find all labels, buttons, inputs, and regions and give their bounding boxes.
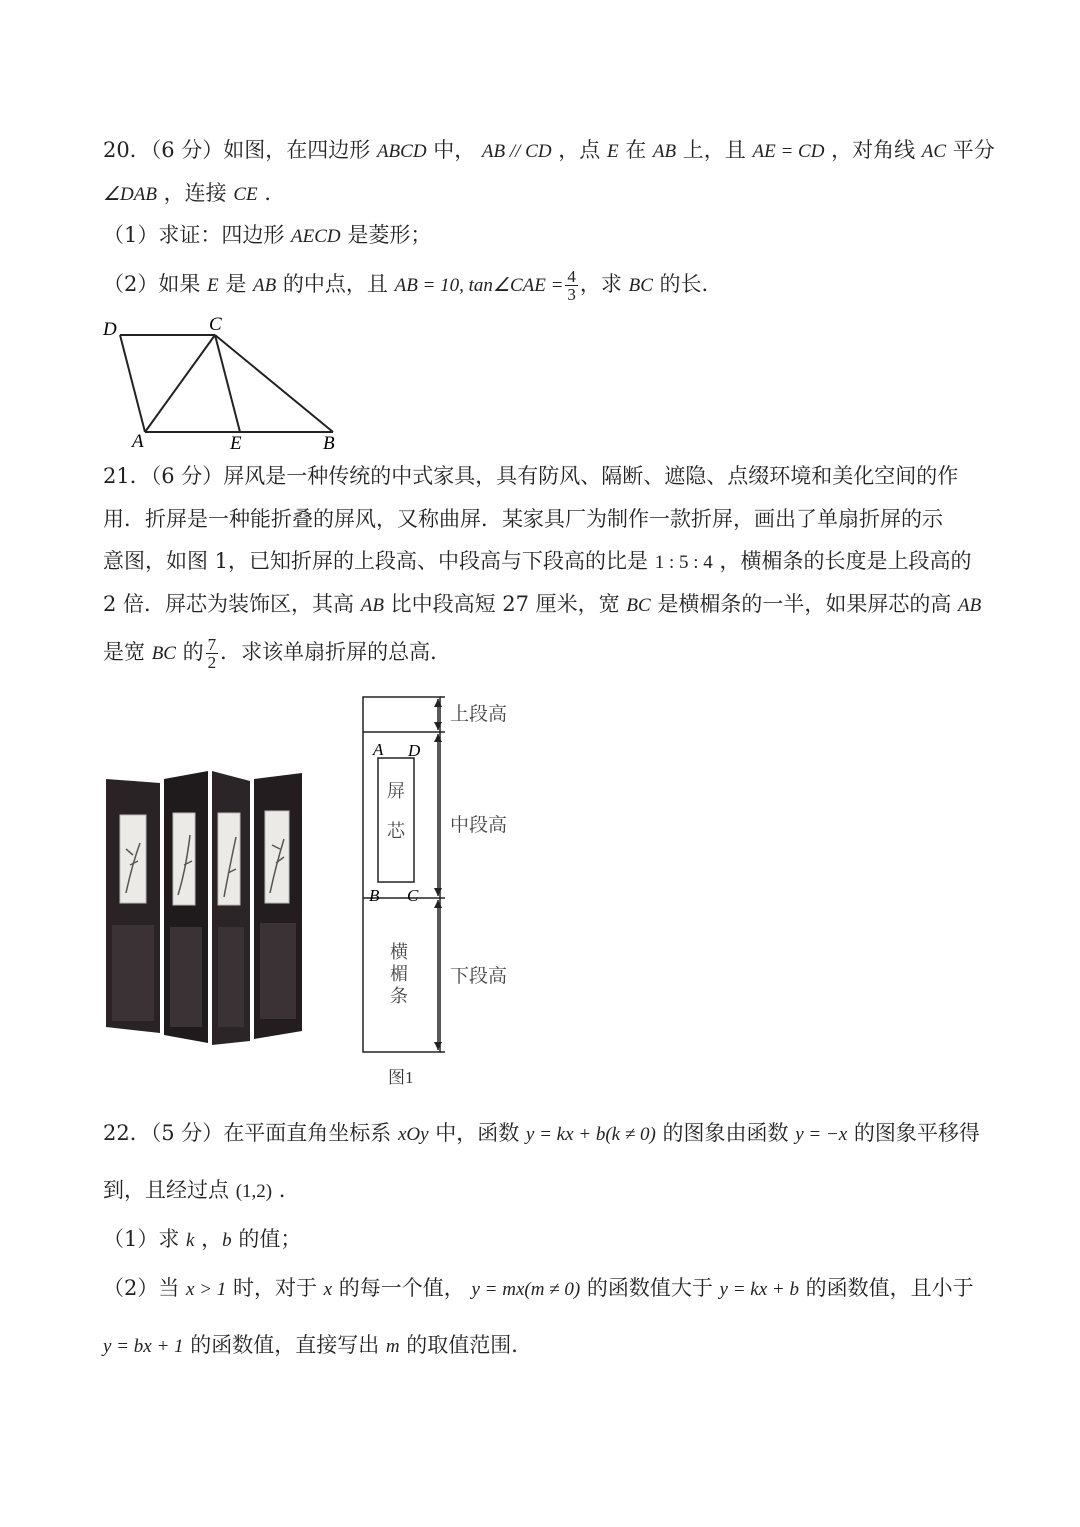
math: AE = CD [752,141,825,162]
math: AB = 10, tan∠CAE = [394,275,564,296]
math: k [186,1230,195,1251]
text: . [272,1178,286,1202]
q21-line-5 [103,636,451,671]
point-D-label: D [408,741,421,760]
figure-caption: 图1 [388,1068,414,1087]
math: y = −x [795,1124,848,1145]
math: ∠DAB [103,184,157,205]
text: ， [194,1227,223,1251]
text: ，对角线 [824,138,922,162]
math: m [385,1336,400,1357]
q22-line-1 [103,1119,980,1149]
math: AB // CD [481,141,552,162]
bar-label-2: 楣 [390,964,408,984]
point-D-label: D [103,319,117,340]
text: 平分 [946,138,995,162]
point-C-label: C [209,314,222,335]
bar-label-3: 条 [390,986,408,1006]
text: 的长. [652,272,709,296]
q21-line-3 [103,547,971,577]
q20-part-1 [103,221,431,251]
text: 的函数值大于 [580,1276,720,1300]
q22-line-2 [103,1176,285,1206]
math: y = kx + b(k ≠ 0) [525,1124,656,1145]
text: . [257,181,271,205]
text: 2 倍．屏芯为装饰区，其高 [103,592,361,616]
core-label-2: 芯 [387,821,405,841]
math: CE [233,184,258,205]
text: 用．折屏是一种能折叠的屏风，又称曲屏．某家具厂为制作一款折屏，画出了单扇折屏的示 [103,507,943,531]
numerator: 7 [207,635,217,654]
denominator: 2 [207,653,217,672]
text: 的取值范围． [399,1333,533,1357]
math: BC [151,643,176,664]
math: b [222,1230,232,1251]
text: 的中点，且 [276,272,395,296]
core-label-1: 屏 [387,781,405,801]
text: 到，且经过点 [103,1178,236,1202]
text: 是 [218,272,254,296]
q22-line-5 [103,1331,532,1361]
text: 的 [175,640,204,664]
q22-part-2 [103,1274,974,1304]
math: y = mx(m ≠ 0) [471,1279,581,1300]
middle-section-label: 中段高 [450,815,508,836]
text: 的值； [231,1227,302,1251]
text: 上，且 [676,138,753,162]
text: 的函数值，且小于 [799,1276,974,1300]
text: ，横楣条的长度是上段高的 [712,549,972,573]
numerator: 4 [567,267,576,286]
math: y = bx + 1 [103,1336,184,1357]
text: 的函数值，直接写出 [183,1333,386,1357]
screen-schematic-figure [350,690,550,1090]
q20-quadrilateral-figure [95,310,355,455]
math: y = kx + b [719,1279,799,1300]
text: 在 [618,138,653,162]
q20-line-1 [103,136,995,166]
math: AB [958,595,982,616]
fraction [565,268,578,303]
text: ，连接 [156,181,234,205]
q20-part-2 [103,268,708,303]
text: （2）如果 [103,272,208,296]
text: 的每一个值， [332,1276,472,1300]
text: 中，函数 [428,1121,526,1145]
text: ，点 [551,138,607,162]
q21-line-2 [103,505,943,533]
text: 是横楣条的一半，如果屏芯的高 [650,592,959,616]
text: 22．（5 分）在平面直角坐标系 [103,1121,398,1145]
top-section-label: 上段高 [450,704,508,725]
text: 是宽 [103,640,152,664]
point-C-label: C [407,886,419,905]
text: 是菱形； [340,223,432,247]
q21-line-4 [103,590,981,620]
text: （1）求 [103,1227,187,1251]
math: x > 1 [186,1279,227,1300]
text: 的图象平移得 [847,1121,980,1145]
denominator: 3 [567,285,576,304]
math: xOy [397,1124,429,1145]
q20-line-2 [103,179,271,209]
point-A-label: A [132,431,144,452]
text: ．求该单扇折屏的总高． [220,640,452,664]
math: AC [921,141,947,162]
point: (1,2) [235,1181,273,1202]
point-A-label: A [373,740,384,759]
bar-label-1: 横 [390,942,408,962]
math: BC [626,595,651,616]
text: 21．（6 分）屏风是一种传统的中式家具，具有防风、隔断、遮隐、点缀环境和美化空间的作 [103,464,959,488]
text: （2）当 [103,1276,187,1300]
q22-part-1 [103,1225,301,1255]
math: AB [360,595,384,616]
bottom-section-label: 下段高 [450,966,508,987]
math: ABCD [376,141,427,162]
math: AB [253,275,277,296]
folding-screen-photo [100,765,310,1050]
math: BC [628,275,653,296]
text: 的图象由函数 [655,1121,796,1145]
math: AECD [291,226,341,247]
point-B-label: B [323,433,335,454]
math: AB [652,141,677,162]
ratio: 1 : 5 : 4 [654,552,713,573]
text: 意图，如图 1，已知折屏的上段高、中段高与下段高的比是 [103,549,655,573]
fraction [206,636,219,671]
text: 比中段高短 27 厘米，宽 [383,592,627,616]
q21-line-1 [103,462,958,490]
text: 20．（6 分）如图，在四边形 [103,138,377,162]
text: 中， [426,138,482,162]
math: E [207,275,219,296]
math: x [323,1279,333,1300]
math: E [606,141,619,162]
text: 时，对于 [226,1276,324,1300]
text: （1）求证：四边形 [103,223,292,247]
text: ，求 [579,272,629,296]
point-B-label: B [369,886,380,905]
point-E-label: E [230,433,242,454]
